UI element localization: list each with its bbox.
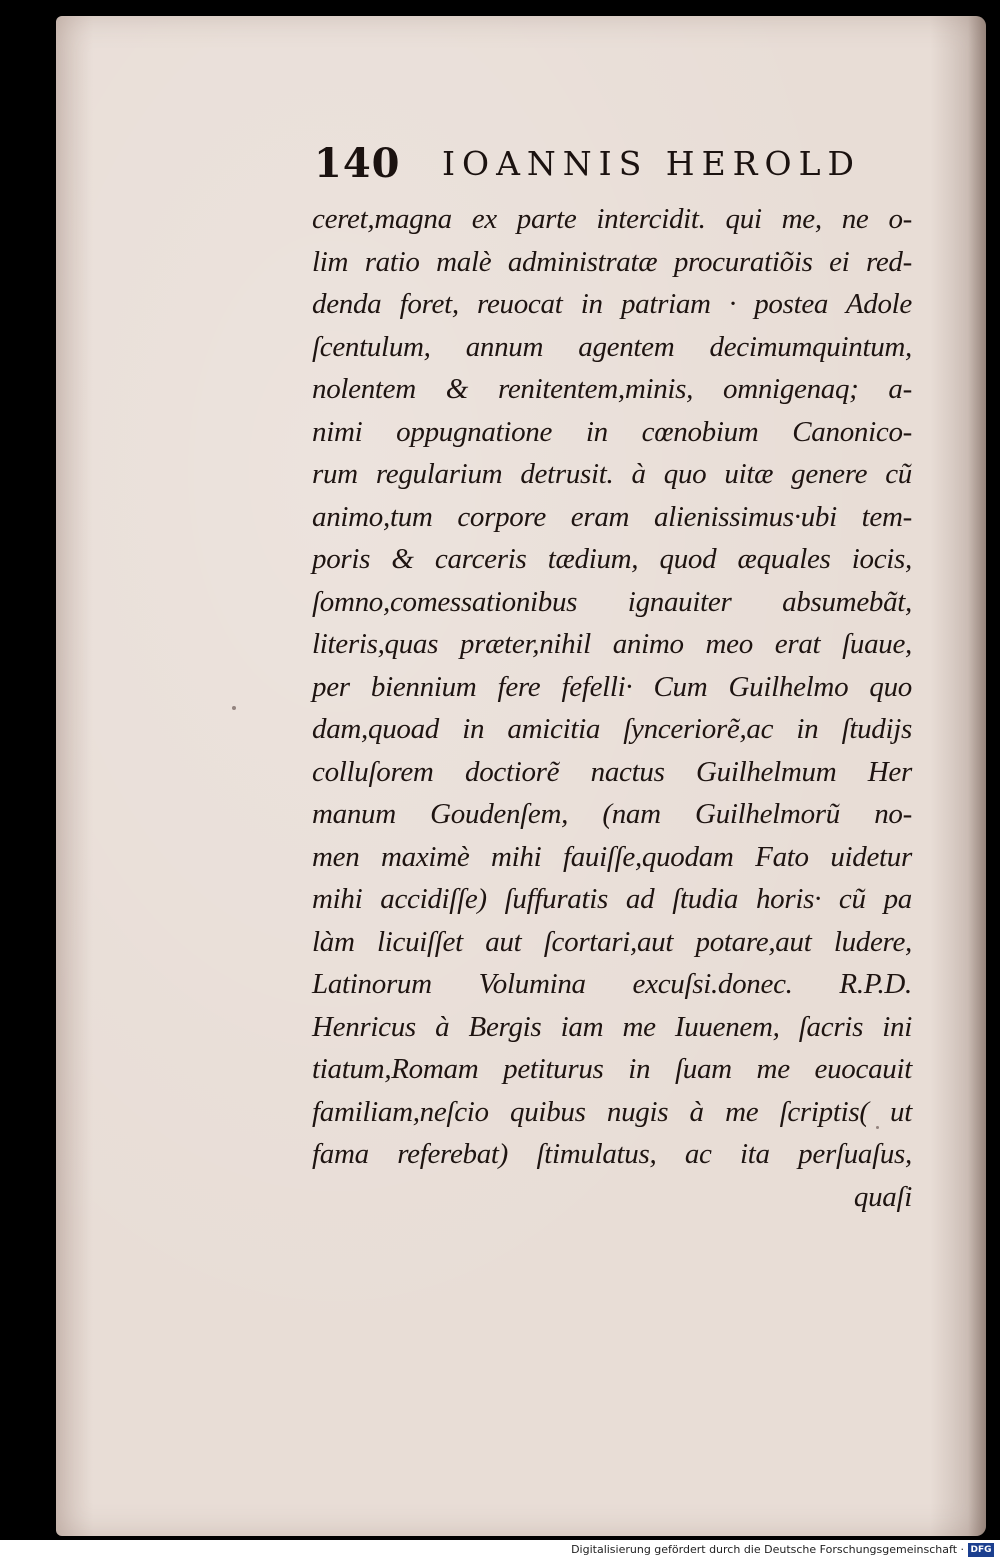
text-line: dam,quoad in amicitia ſynceriorẽ,ac in ſtudijs [312,713,912,745]
text-line: ceret,magna ex parte intercidit. qui me, ne o- [312,203,912,235]
text-line: familiam,neſcio quibus nugis à me ſcriptis( ut [312,1095,912,1128]
text-line: Latinorum Volumina excuſsi.donec. R.P.D. [312,968,912,1000]
page-number: 140 [314,140,401,187]
text-line: ſcentulum, annum agentem decimumquintum, [312,330,912,363]
catchword: quaſi [853,1180,912,1213]
text-line: animo,tum corpore eram alienissimus·ubi tem- [312,500,912,533]
text-line: nimi oppugnatione in cœnobium Canonico- [312,415,912,448]
body-text [312,198,912,1218]
text-line: colluſorem doctiorẽ nactus Guilhelmum Her [312,755,912,788]
paper-speck [232,706,236,710]
text-line: literis,quas præter,nihil animo meo erat ſuaue, [312,628,912,660]
digitization-footer [0,1540,1000,1561]
page-edge-shadow [968,16,986,1536]
text-line: per biennium fere fefelli· Cum Guilhelmo quo [312,670,912,703]
text-line: ſomno,comessationibus ignauiter absumebãt, [312,585,912,618]
dfg-logo-icon: DFG [968,1543,994,1557]
text-line: lim ratio malè administratæ procuratiõis ei red- [312,245,912,278]
text-line: fama referebat) ſtimulatus, ac ita perſuaſus, [312,1138,912,1170]
text-line: Henricus à Bergis iam me Iuuenem, ſacris ini [312,1010,912,1043]
text-line: mihi accidiſſe) ſuffuratis ad ſtudia horis· cũ pa [312,883,912,915]
funding-credit: Digitalisierung gefördert durch die Deutsche Forschungsgemeinschaft · [571,1543,964,1556]
text-line: làm licuiſſet aut ſcortari,aut potare,aut ludere, [312,925,912,958]
text-line: tiatum,Romam petiturus in ſuam me euocauit [312,1053,912,1085]
text-line: men maximè mihi fauiſſe,quodam Fato uidetur [312,840,912,873]
text-line: manum Goudenſem, (nam Guilhelmorũ no- [312,798,912,830]
text-line: poris & carceris tædium, quod æquales iocis, [312,543,912,575]
text-line: rum regularium detrusit. à quo uitæ genere cũ [312,458,912,490]
text-line: nolentem & renitentem,minis, omnigenaq; a- [312,373,912,405]
page-header [314,140,874,190]
running-title: IOANNIS HEROLD [442,144,861,183]
text-line: denda foret, reuocat in patriam · postea Adole [312,288,912,320]
